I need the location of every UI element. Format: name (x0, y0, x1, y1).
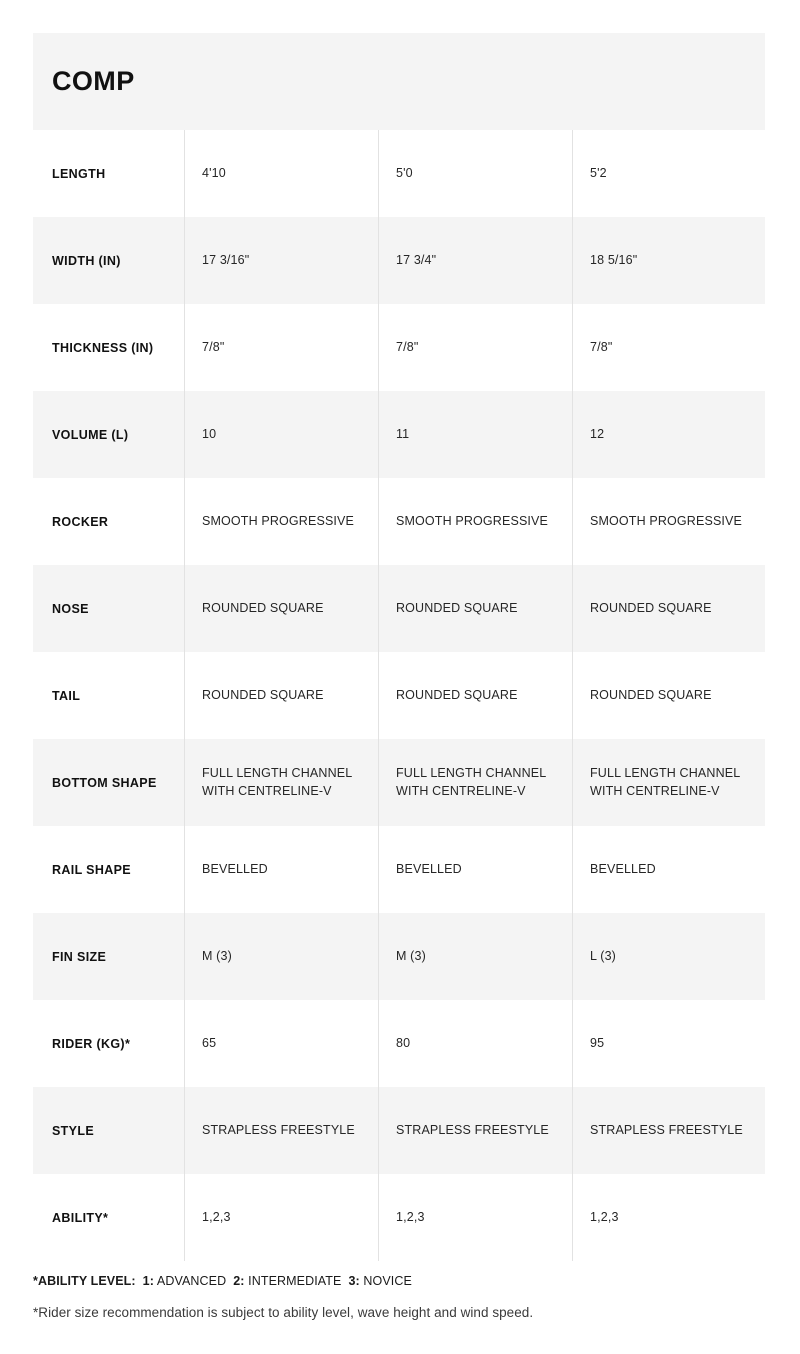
row-value: FULL LENGTH CHANNEL WITH CENTRELINE-V (572, 739, 768, 826)
row-label: STYLE (52, 1123, 95, 1138)
row-value: FULL LENGTH CHANNEL WITH CENTRELINE-V (378, 739, 572, 826)
row-value: 7/8" (184, 304, 378, 391)
ability-level-3-value: NOVICE (363, 1274, 412, 1288)
ability-level-2-value: INTERMEDIATE (248, 1274, 342, 1288)
table-row (33, 304, 765, 391)
row-label: ABILITY* (52, 1210, 109, 1225)
table-row (33, 652, 765, 739)
row-value: ROUNDED SQUARE (184, 652, 378, 739)
row-value: 7/8" (572, 304, 768, 391)
row-value: 1,2,3 (184, 1174, 378, 1261)
row-value: ROUNDED SQUARE (378, 565, 572, 652)
row-value: STRAPLESS FREESTYLE (572, 1087, 768, 1174)
row-value: STRAPLESS FREESTYLE (184, 1087, 378, 1174)
row-value: 1,2,3 (572, 1174, 768, 1261)
ability-level-3-key: 3: (348, 1274, 360, 1288)
table-row (33, 217, 765, 304)
row-value: ROUNDED SQUARE (184, 565, 378, 652)
row-value: BEVELLED (378, 826, 572, 913)
row-value: M (3) (184, 913, 378, 1000)
row-label: NOSE (52, 601, 89, 616)
ability-level-2-key: 2: (233, 1274, 245, 1288)
table-row (33, 565, 765, 652)
row-label: THICKNESS (IN) (52, 340, 154, 355)
row-value: L (3) (572, 913, 768, 1000)
row-value: SMOOTH PROGRESSIVE (184, 478, 378, 565)
ability-level-label: *ABILITY LEVEL: (33, 1274, 136, 1288)
table-row (33, 913, 765, 1000)
row-value: STRAPLESS FREESTYLE (378, 1087, 572, 1174)
row-label: LENGTH (52, 166, 106, 181)
row-value: 65 (184, 1000, 378, 1087)
row-value: 1,2,3 (378, 1174, 572, 1261)
row-value: 10 (184, 391, 378, 478)
row-value: 5'2 (572, 130, 768, 217)
rider-size-note: *Rider size recommendation is subject to ability level, wave height and wind speed. (33, 1305, 534, 1320)
ability-level-legend (33, 1274, 773, 1288)
row-value: 4'10 (184, 130, 378, 217)
ability-level-1-key: 1: (142, 1274, 154, 1288)
page-title: COMP (52, 66, 135, 96)
row-label: TAIL (52, 688, 81, 703)
row-label: RAIL SHAPE (52, 862, 131, 877)
table-row (33, 1087, 765, 1174)
row-value: 5'0 (378, 130, 572, 217)
comp-spec-table (33, 33, 765, 1261)
row-label: VOLUME (L) (52, 427, 129, 442)
row-value: 80 (378, 1000, 572, 1087)
table-body (33, 130, 765, 1261)
row-value: 12 (572, 391, 768, 478)
table-row (33, 1000, 765, 1087)
row-value: BEVELLED (184, 826, 378, 913)
row-value: BEVELLED (572, 826, 768, 913)
row-value: FULL LENGTH CHANNEL WITH CENTRELINE-V (184, 739, 378, 826)
row-value: 7/8" (378, 304, 572, 391)
row-value: ROUNDED SQUARE (378, 652, 572, 739)
row-label: RIDER (KG)* (52, 1036, 131, 1051)
table-row (33, 1174, 765, 1261)
table-header-band (33, 33, 765, 130)
footnotes (33, 1274, 773, 1320)
row-value: 17 3/4" (378, 217, 572, 304)
row-value: 18 5/16" (572, 217, 768, 304)
row-value: ROUNDED SQUARE (572, 565, 768, 652)
table-row (33, 826, 765, 913)
row-label: BOTTOM SHAPE (52, 775, 157, 790)
row-value: 95 (572, 1000, 768, 1087)
ability-level-1-value: ADVANCED (156, 1274, 227, 1288)
table-row (33, 478, 765, 565)
row-value: M (3) (378, 913, 572, 1000)
row-label: WIDTH (IN) (52, 253, 121, 268)
row-value: 17 3/16" (184, 217, 378, 304)
row-value: ROUNDED SQUARE (572, 652, 768, 739)
row-value: SMOOTH PROGRESSIVE (572, 478, 768, 565)
table-row (33, 391, 765, 478)
row-value: SMOOTH PROGRESSIVE (378, 478, 572, 565)
row-label: ROCKER (52, 514, 109, 529)
row-value: 11 (378, 391, 572, 478)
table-row (33, 130, 765, 217)
row-label: FIN SIZE (52, 949, 107, 964)
table-row (33, 739, 765, 826)
